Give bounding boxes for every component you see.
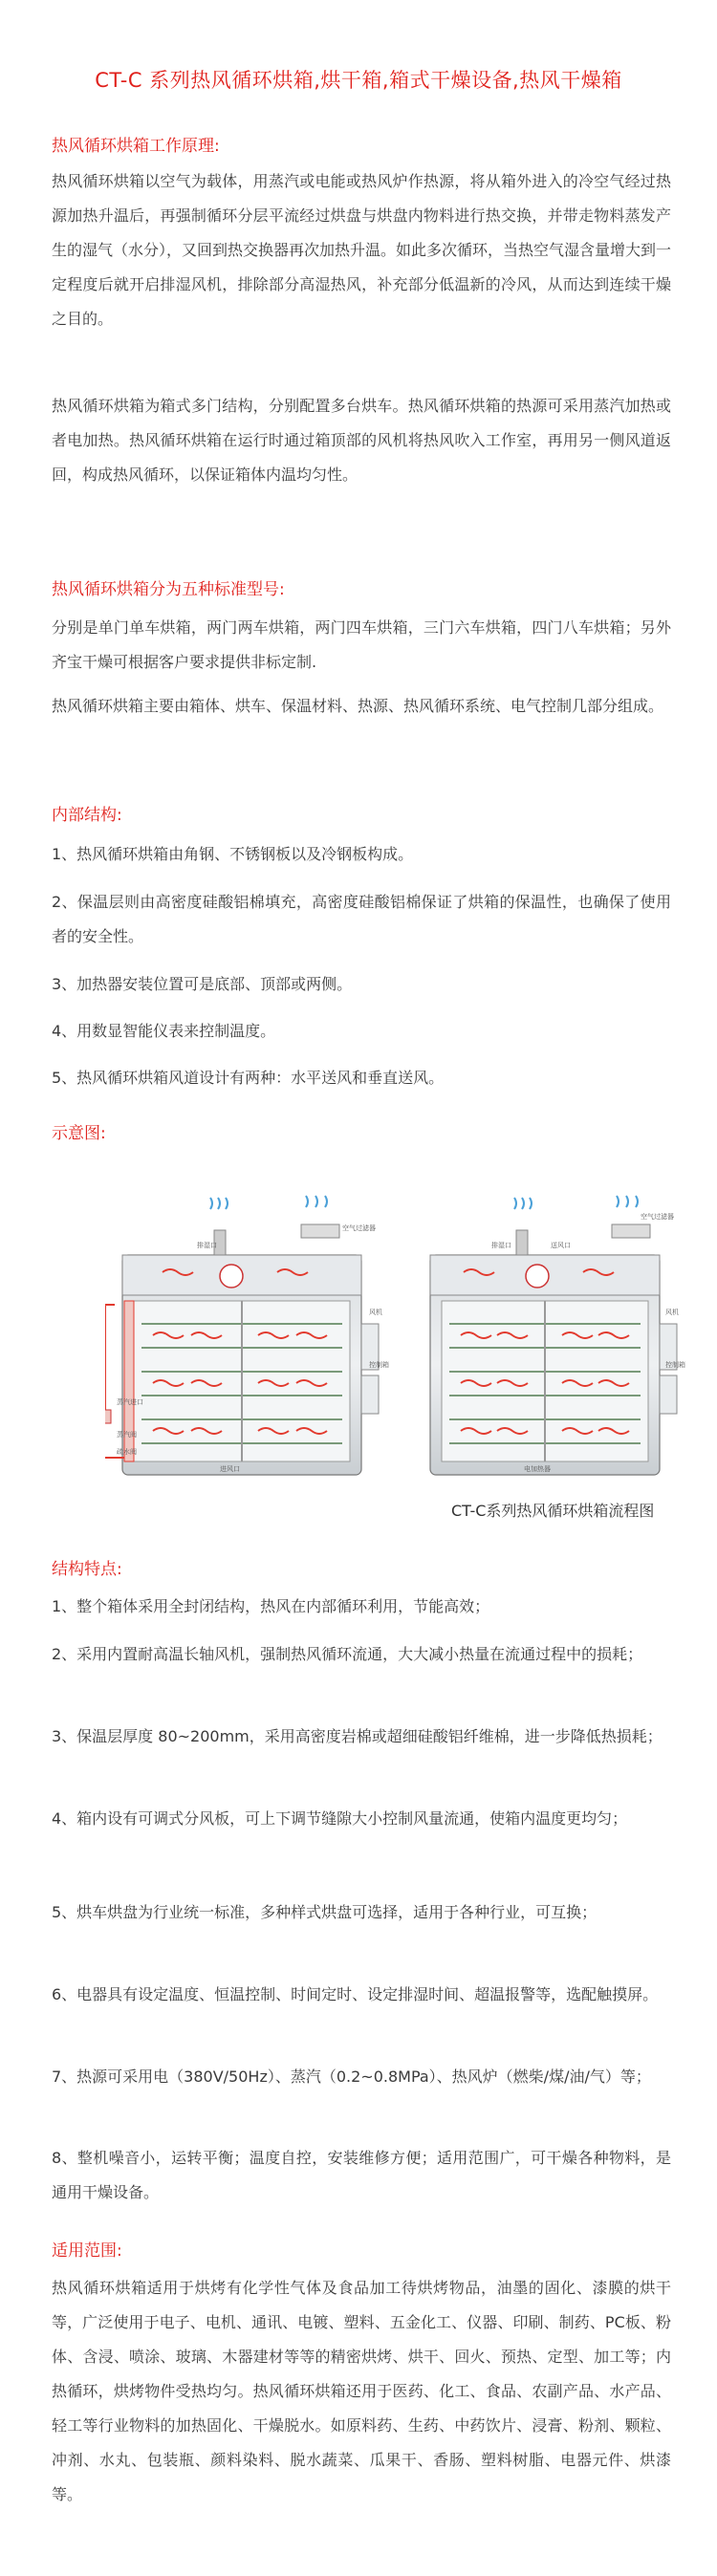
paragraph: 6、电器具有设定温度、恒温控制、时间定时、设定排湿时间、超温报警等，选配触摸屏。 <box>52 1985 659 2003</box>
label-exhaust-left: 排湿口 <box>197 1242 217 1249</box>
paragraph: 热风循环烘箱适用于烘烤有化学性气体及食品加工待烘烤物品，油墨的固化、漆膜的烘干等，广泛使用于电子、电机、通讯、电镀、塑料、五金化工、仪器、印刷、制药、PC板、粉体、含浸、喷涂、玻璃、木器建材等等的精密烘烤、烘干、回火、预热、定型、加工等；内热循环，烘烤物件受热均匀。热风循环烘箱还用于医药、化工、食品、农副产品、水产品、轻工等行业物料的加热固化、干燥脱水。如原料药、生药、中药饮片、浸膏、粉剂、颗粒、冲剂、水丸、包装瓶、颜料染料、脱水蔬菜、瓜果干、香肠、塑料树脂、电器元件、烘漆等。 <box>52 2279 671 2503</box>
paragraph: 3、保温层厚度 80~200mm，采用高密度岩棉或超细硅酸铝纤维棉，进一步降低热损耗； <box>52 1727 663 1745</box>
label-filter-left: 空气过滤器 <box>342 1224 376 1232</box>
paragraph: 4、用数显智能仪表来控制温度。 <box>52 1022 276 1040</box>
paragraph: 热风循环烘箱主要由箱体、烘车、保温材料、热源、热风循环系统、电气控制几部分组成。 <box>52 697 664 715</box>
section-heading-scope: 适用范围: <box>52 2241 122 2261</box>
right-oven <box>430 1196 685 1475</box>
section-heading-diagram: 示意图: <box>52 1124 106 1143</box>
section-heading-principle: 热风循环烘箱工作原理: <box>52 137 220 156</box>
section-heading-models: 热风循环烘箱分为五种标准型号: <box>52 580 285 599</box>
dryer-diagram <box>105 1171 698 1525</box>
paragraph: 5、烘车烘盘为行业统一标准，多种样式烘盘可选择，适用于各种行业，可互换； <box>52 1903 598 1921</box>
page-title: CT-C 系列热风循环烘箱,烘干箱,箱式干燥设备,热风干燥箱 <box>95 69 622 92</box>
paragraph: 1、整个箱体采用全封闭结构，热风在内部循环利用，节能高效； <box>52 1597 490 1615</box>
label-steam-in: 蒸汽进口 <box>117 1398 143 1406</box>
paragraph: 5、热风循环烘箱风道设计有两种：水平送风和垂直送风。 <box>52 1069 445 1087</box>
label-filter-right: 空气过滤器 <box>641 1213 674 1221</box>
left-oven <box>105 1196 389 1475</box>
label-fan-left: 风机 <box>369 1309 382 1316</box>
label-exhaust-right: 排湿口 <box>491 1242 511 1249</box>
label-bottom-right: 电加热器 <box>524 1465 551 1473</box>
paragraph: 热风循环烘箱以空气为载体，用蒸汽或电能或热风炉作热源，将从箱外进入的冷空气经过热源加热升温后，再强制循环分层平流经过烘盘与烘盘内物料进行热交换，并带走物料蒸发产生的湿气（水分），又回到热交换器再次加热升温。如此多次循环，当热空气湿含量增大到一定程度后就开启排湿风机，排除部分高湿热风，补充部分低温新的冷风，从而达到连续干燥之目的。 <box>52 172 672 328</box>
diagram-caption: CT-C系列热风循环烘箱流程图 <box>451 1502 655 1520</box>
label-drain: 疏水阀 <box>117 1448 137 1456</box>
paragraph: 7、热源可采用电（380V/50Hz）、蒸汽（0.2~0.8MPa）、热风炉（燃柴/煤/油/气）等； <box>52 2067 651 2086</box>
label-valve: 蒸汽阀 <box>117 1431 137 1439</box>
paragraph: 2、采用内置耐高温长轴风机，强制热风循环流通，大大减小热量在流通过程中的损耗； <box>52 1645 643 1663</box>
paragraph: 热风循环烘箱为箱式多门结构，分别配置多台烘车。热风循环烘箱的热源可采用蒸汽加热或者电加热。热风循环烘箱在运行时通过箱顶部的风机将热风吹入工作室，再用另一侧风道返回，构成热风循环，以保证箱体内温均匀性。 <box>52 397 671 484</box>
label-control-left: 控制箱 <box>369 1361 389 1369</box>
label-control-right: 控制箱 <box>665 1361 685 1369</box>
paragraph: 8、整机噪音小，运转平衡；温度自控，安装维修方便；适用范围广，可干燥各种物料，是通用干燥设备。 <box>52 2149 671 2201</box>
label-return-right: 送风口 <box>551 1242 571 1249</box>
section-heading-features: 结构特点: <box>52 1560 122 1579</box>
paragraph: 分别是单门单车烘箱，两门两车烘箱，两门四车烘箱，三门六车烘箱，四门八车烘箱；另外齐宝干燥可根据客户要求提供非标定制. <box>52 618 671 671</box>
paragraph: 4、箱内设有可调式分风板，可上下调节缝隙大小控制风量流通，使箱内温度更均匀； <box>52 1809 628 1828</box>
label-bottom-left: 进风口 <box>220 1465 240 1473</box>
paragraph: 1、热风循环烘箱由角钢、不锈钢板以及冷钢板构成。 <box>52 845 414 863</box>
dryer-diagram-svg <box>105 1171 698 1496</box>
paragraph: 3、加热器安装位置可是底部、顶部或两侧。 <box>52 975 353 993</box>
section-heading-structure: 内部结构: <box>52 806 122 825</box>
paragraph: 2、保温层则由高密度硅酸铝棉填充，高密度硅酸铝棉保证了烘箱的保温性，也确保了使用者的安全性。 <box>52 893 671 945</box>
label-fan-right: 风机 <box>665 1309 679 1316</box>
